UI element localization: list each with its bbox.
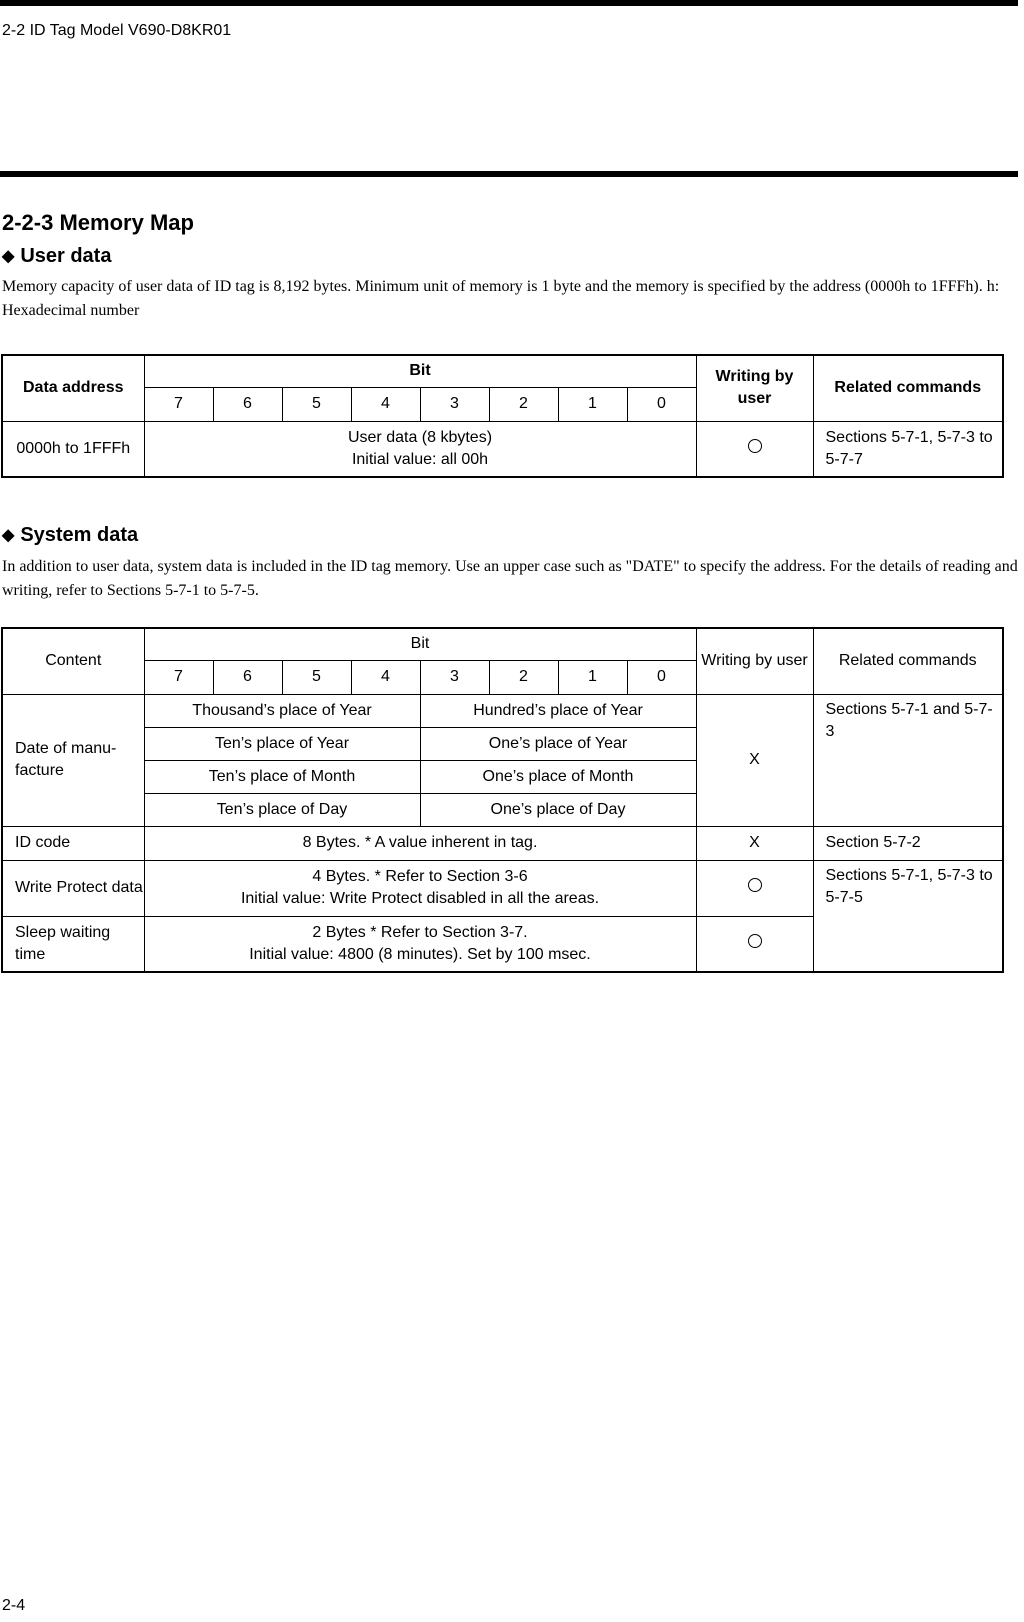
date-cell: Ten’s place of Day	[144, 793, 420, 826]
id-code-related: Section 5-7-2	[813, 826, 1003, 860]
address-cell: 0000h to 1FFFh	[2, 421, 144, 477]
content-line-1: User data (8 kbytes)	[347, 428, 493, 446]
bit-1: 1	[558, 660, 627, 694]
bit-3: 3	[420, 660, 489, 694]
write-protect-line-2: Initial value: Write Protect disabled in all the areas.	[240, 890, 600, 907]
circle-icon	[748, 439, 762, 453]
diamond-bullet-icon: ◆	[2, 527, 15, 544]
system-data-heading	[2, 524, 138, 547]
date-cell: Ten’s place of Month	[144, 760, 420, 793]
sleep-writing	[696, 916, 813, 972]
bit-7: 7	[144, 387, 213, 421]
user-data-heading-text: User data	[20, 245, 112, 267]
bit-0: 0	[627, 387, 696, 421]
date-cell: Hundred’s place of Year	[420, 694, 696, 727]
bit-5: 5	[282, 387, 351, 421]
write-protect-label: Write Protect data	[2, 860, 144, 916]
page-number: 2-4	[2, 1597, 26, 1614]
header-writing: Writing by user	[696, 355, 813, 421]
id-code-label: ID code	[2, 826, 144, 860]
bit-6: 6	[213, 387, 282, 421]
date-writing: X	[696, 694, 813, 826]
user-data-content-cell	[144, 421, 696, 477]
id-code-writing: X	[696, 826, 813, 860]
top-rule	[0, 0, 1018, 6]
writing-cell	[696, 421, 813, 477]
bit-4: 4	[351, 660, 420, 694]
header-related: Related commands	[813, 628, 1003, 694]
date-cell: Thousand’s place of Year	[144, 694, 420, 727]
date-cell: One’s place of Month	[420, 760, 696, 793]
bit-2: 2	[489, 387, 558, 421]
circle-icon	[748, 878, 762, 892]
date-label: Date of manu-facture	[2, 694, 144, 826]
diamond-bullet-icon: ◆	[2, 248, 15, 265]
system-data-paragraph: In addition to user data, system data is included in the ID tag memory. Use an upper case such as "DATE" to specify the address. For the details of reading and writing, refer to Sections 5-7-1 to 5-7-5.	[2, 558, 1018, 599]
header-related: Related commands	[813, 355, 1003, 421]
date-cell: Ten’s place of Year	[144, 727, 420, 760]
header-bit: Bit	[144, 628, 696, 660]
bit-7: 7	[144, 660, 213, 694]
bit-0: 0	[627, 660, 696, 694]
related-cell: Sections 5-7-1, 5-7-3 to 5-7-7	[813, 421, 1003, 477]
bit-5: 5	[282, 660, 351, 694]
date-cell: One’s place of Day	[420, 793, 696, 826]
write-protect-content	[144, 860, 696, 916]
sleep-label: Sleep waiting time	[2, 916, 144, 972]
system-data-table	[1, 627, 1004, 973]
sleep-content	[144, 916, 696, 972]
sleep-line-1: 2 Bytes * Refer to Section 3-7.	[312, 923, 528, 941]
id-code-content: 8 Bytes. * A value inherent in tag.	[144, 826, 696, 860]
circle-icon	[748, 934, 762, 948]
header-content: Content	[2, 628, 144, 694]
header-writing: Writing by user	[696, 628, 813, 694]
write-protect-line-1: 4 Bytes. * Refer to Section 3-6	[312, 868, 528, 885]
section-rule	[0, 171, 1018, 177]
bit-1: 1	[558, 387, 627, 421]
user-data-table	[1, 354, 1004, 478]
section-title: 2-2-3 Memory Map	[2, 210, 194, 235]
date-related: Sections 5-7-1 and 5-7-3	[813, 694, 1003, 826]
bit-3: 3	[420, 387, 489, 421]
user-data-heading	[2, 245, 111, 268]
write-protect-writing	[696, 860, 813, 916]
bit-4: 4	[351, 387, 420, 421]
content-line-2: Initial value: all 00h	[351, 450, 489, 468]
user-data-paragraph: Memory capacity of user data of ID tag is 8,192 bytes. Minimum unit of memory is 1 byte and the memory is specified by the address (0000h to 1FFFh). h: Hexadecimal number	[2, 278, 1000, 319]
system-data-heading-text: System data	[20, 524, 139, 546]
write-protect-related: Sections 5-7-1, 5-7-3 to 5-7-5	[813, 860, 1003, 972]
sleep-line-2: Initial value: 4800 (8 minutes). Set by 100 msec.	[249, 945, 591, 963]
header-data-address: Data address	[2, 355, 144, 421]
bit-6: 6	[213, 660, 282, 694]
date-cell: One’s place of Year	[420, 727, 696, 760]
bit-2: 2	[489, 660, 558, 694]
running-head: 2-2 ID Tag Model V690-D8KR01	[2, 22, 232, 39]
header-bit: Bit	[144, 355, 696, 387]
